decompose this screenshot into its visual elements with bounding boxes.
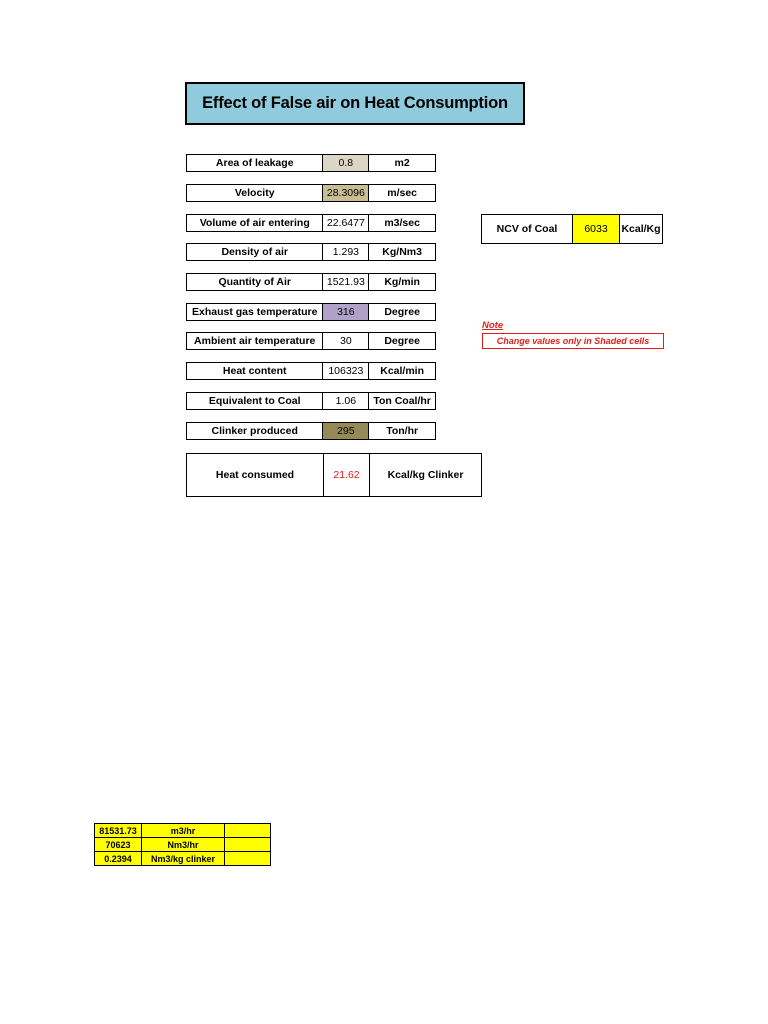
value-cell: 30: [323, 333, 369, 349]
value-cell-input[interactable]: 316: [323, 304, 369, 320]
row-label: Volume of air entering: [187, 215, 323, 231]
row-label: Quantity of Air: [187, 274, 323, 290]
summary-extra: [225, 824, 271, 838]
row-heat-consumed: [186, 453, 482, 497]
unit-cell: Kg/Nm3: [382, 246, 422, 258]
heat-consumed-label: Heat consumed: [187, 454, 324, 496]
summary-unit: Nm3/kg clinker: [142, 852, 225, 866]
row-label: Area of leakage: [187, 155, 323, 171]
ncv-label: NCV of Coal: [482, 215, 573, 243]
unit-cell: m/sec: [387, 187, 418, 199]
row-label: Heat content: [187, 363, 323, 379]
row-density-of-air: [186, 243, 436, 261]
row-ambient-air-temperature: [186, 332, 436, 350]
row-label: Equivalent to Coal: [187, 393, 323, 409]
summary-unit: Nm3/hr: [142, 838, 225, 852]
value-cell: 1521.93: [323, 274, 369, 290]
value-cell-input[interactable]: 0.8: [323, 155, 369, 171]
value-cell: 106323: [323, 363, 369, 379]
ncv-unit: Kcal/Kg: [621, 223, 661, 235]
value-cell: 1.06: [323, 393, 369, 409]
table-row: [95, 824, 271, 838]
summary-value: 81531.73: [95, 824, 142, 838]
row-velocity: [186, 184, 436, 202]
row-volume-of-air: [186, 214, 436, 232]
row-clinker-produced: [186, 422, 436, 440]
value-cell: 1.293: [323, 244, 369, 260]
unit-cell: m3/sec: [384, 217, 420, 229]
summary-unit: m3/hr: [142, 824, 225, 838]
note-title: Note: [482, 320, 504, 331]
value-cell: 22.6477: [323, 215, 369, 231]
ncv-value-input[interactable]: 6033: [573, 215, 620, 243]
value-cell-input[interactable]: 28.3096: [323, 185, 369, 201]
row-ncv-of-coal: [481, 214, 663, 244]
row-exhaust-gas-temperature: [186, 303, 436, 321]
unit-cell: Ton/hr: [386, 425, 419, 437]
page-title: Effect of False air on Heat Consumption: [185, 82, 525, 125]
unit-cell: Degree: [384, 335, 420, 347]
value-cell-input[interactable]: 295: [323, 423, 369, 439]
summary-extra: [225, 838, 271, 852]
row-label: Clinker produced: [187, 423, 323, 439]
unit-cell: Kcal/min: [380, 365, 425, 377]
summary-table: [94, 823, 271, 866]
summary-value: 70623: [95, 838, 142, 852]
unit-cell: Ton Coal/hr: [373, 395, 431, 407]
row-area-of-leakage: [186, 154, 436, 172]
summary-extra: [225, 852, 271, 866]
table-row: [95, 852, 271, 866]
row-equivalent-to-coal: [186, 392, 436, 410]
row-quantity-of-air: [186, 273, 436, 291]
summary-value: 0.2394: [95, 852, 142, 866]
row-label: Density of air: [187, 244, 323, 260]
row-label: Exhaust gas temperature: [187, 304, 323, 320]
row-heat-content: [186, 362, 436, 380]
unit-cell: Kg/min: [384, 276, 420, 288]
table-row: [95, 838, 271, 852]
row-label: Velocity: [187, 185, 323, 201]
heat-consumed-value: 21.62: [324, 454, 370, 496]
note-text: Change values only in Shaded cells: [482, 333, 664, 349]
unit-cell: Degree: [384, 306, 420, 318]
row-label: Ambient air temperature: [187, 333, 323, 349]
unit-cell: m2: [394, 157, 410, 169]
heat-consumed-unit: Kcal/kg Clinker: [387, 469, 464, 481]
